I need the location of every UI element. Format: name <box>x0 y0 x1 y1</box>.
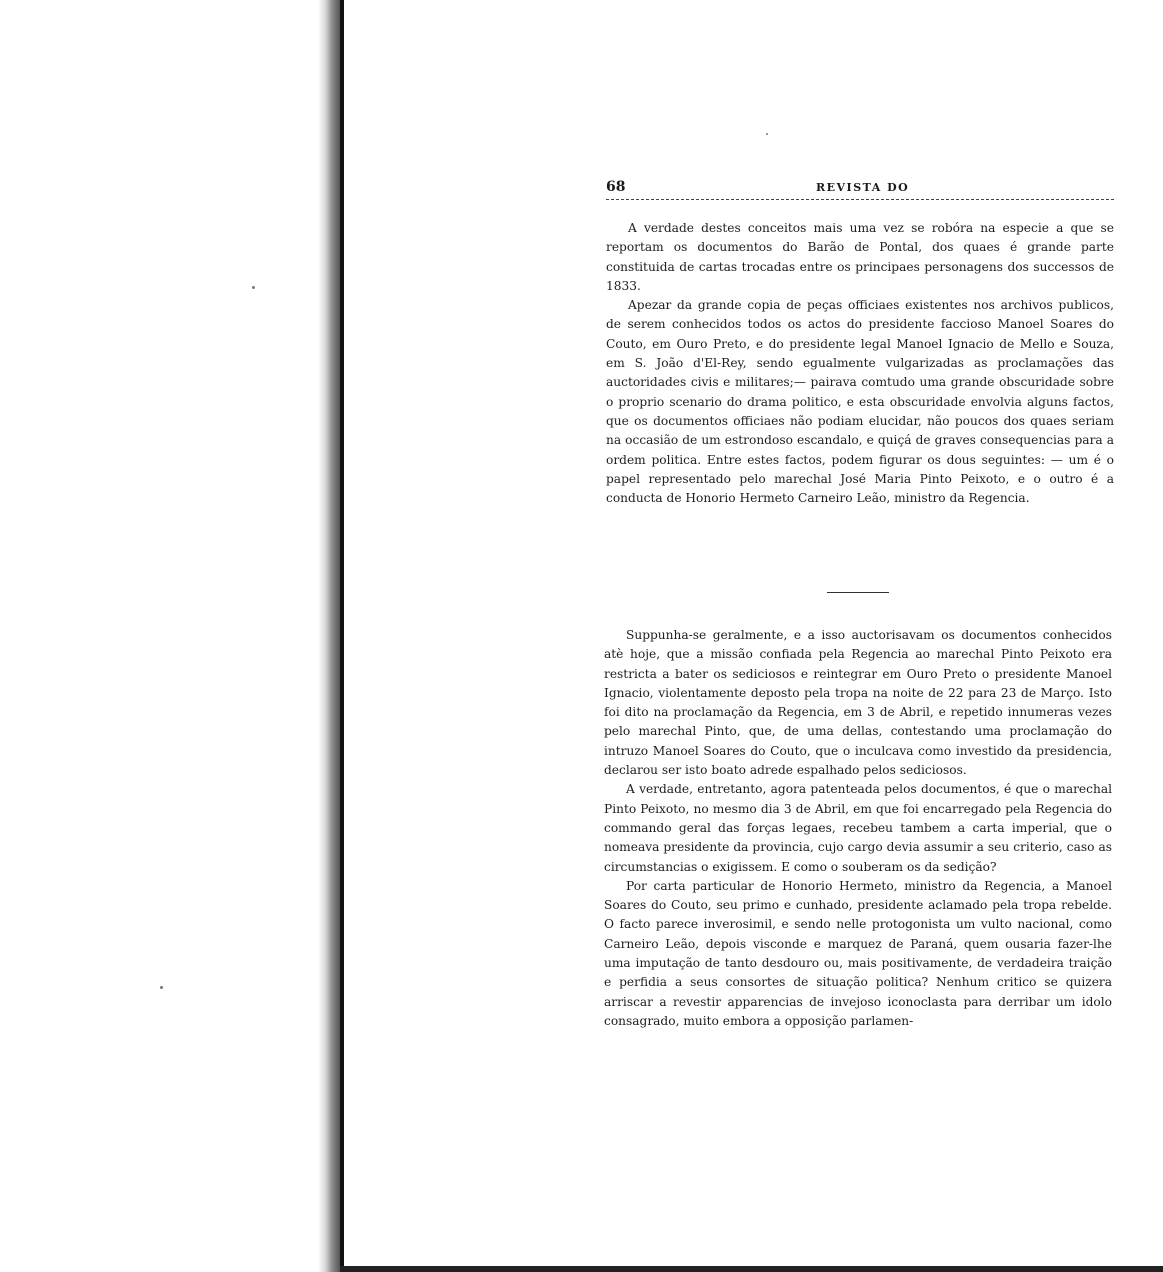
section-separator <box>827 592 889 593</box>
header-rule <box>606 199 1114 200</box>
paragraph: Suppunha-se geralmente, e a isso auctorisavam os documentos conhecidos atè hoje, que a missão confiada pela Regencia ao marechal Pinto Peixoto era restricta a bater os sediciosos e reintegrar em Ouro Preto o presidente Manoel Ignacio, violentamente deposto pela tropa na noite de 22 para 23 de Março. Isto foi dito na proclamação da Regencia, em 3 de Abril, e repetido innumeras vezes pelo marechal Pinto, que, de uma dellas, contestando uma proclamação do intruzo Manoel Soares do Couto, que o inculcava como investido da presidencia, declarou ser isto boato adrede espalhado pelos sediciosos. <box>604 628 1112 778</box>
page-edge <box>340 0 344 1272</box>
paragraph: A verdade destes conceitos mais uma vez se robóra na especie a que se reportam os documentos do Barão de Pontal, dos quaes é grande parte constituida de cartas trocadas entre os principaes personagens dos successos de 1833. <box>606 221 1114 293</box>
paragraph: Apezar da grande copia de peças officiaes existentes nos archivos publicos, de serem conhecidos todos os actos do presidente faccioso Manoel Soares do Couto, em Ouro Preto, e do presidente legal Manoel Ignacio de Mello e Souza, em S. João d'El-Rey, sendo egualmente vulgarizadas as proclamações das auctoridades civis e militares;— pairava comtudo uma grande obscuridade sobre o proprio scenario do drama politico, e esta obscuridade envolvia alguns factos, que os documentos officiaes não podiam elucidar, não poucos dos quaes seriam na occasião de um estrondoso escandalo, e quiçá de graves consequencias para a ordem politica. Entre estes factos, podem figurar os dous seguintes: — um é o papel representado pelo marechal José Maria Pinto Peixoto, e o outro é a conducta de Honorio Hermeto Carneiro Leão, ministro da Regencia. <box>606 298 1114 506</box>
dust-speck <box>252 286 255 289</box>
running-title: REVISTA DO <box>816 181 910 194</box>
paragraph: Por carta particular de Honorio Hermeto, ministro da Regencia, a Manoel Soares do Couto, seu primo e cunhado, presidente aclamado pela tropa rebelde. O facto parece inverosimil, e sendo nelle protogonista um vulto nacional, como Carneiro Leão, depois visconde e marquez de Paraná, quem ousaria fazer-lhe uma imputação de tanto desdouro ou, mais positivamente, de verdadeira traição e perfidia a seus consortes de situação politica? Nenhum critico se quizera arriscar a revestir apparencias de invejoso iconoclasta para derribar um idolo consagrado, muito embora a opposição parlamen- <box>604 878 1112 1028</box>
dust-speck <box>160 986 163 989</box>
text-section-2 <box>604 626 1112 1031</box>
text-section-1 <box>606 219 1114 508</box>
page-number: 68 <box>606 179 626 195</box>
dust-speck <box>766 133 768 135</box>
paragraph: A verdade, entretanto, agora patenteada pelos documentos, é que o marechal Pinto Peixoto, no mesmo dia 3 de Abril, em que foi encarregado pela Regencia do commando geral das forças legaes, recebeu tambem a carta imperial, que o nomeava presidente da provincia, cujo cargo devia assumir a seu criterio, caso as circumstancias o exigissem. E como o souberam os da sedição? <box>604 782 1112 874</box>
page-header <box>606 176 1114 202</box>
bottom-page-edge <box>340 1266 1163 1272</box>
